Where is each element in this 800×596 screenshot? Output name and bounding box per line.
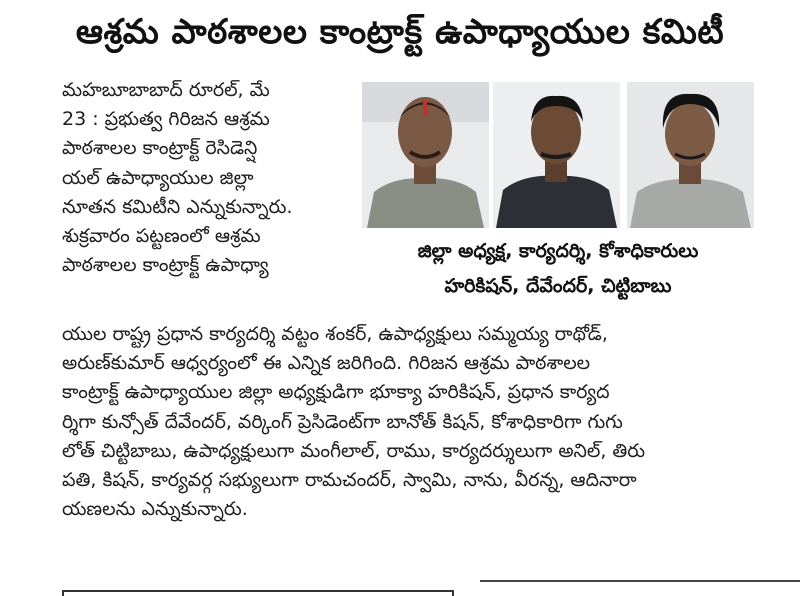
- portrait-photo-3: [627, 82, 754, 228]
- article-line: యుల రాష్ట్ర ప్రధాన కార్యదర్శి వట్టం శంకర్, ఉపాధ్యక్షులు సమ్మయ్య రాథోడ్,: [62, 323, 608, 345]
- article-line: ర్శిగా కున్సోత్ దేవేందర్, వర్కింగ్ ప్రెసిడెంట్‌గా బానోత్ కిషన్, కోశాధికారిగా గుగు: [62, 410, 623, 433]
- headline: ఆశ్రమ పాఠశాలల కాంట్రాక్ట్ ఉపాధ్యాయుల కమిటీ: [75, 12, 725, 52]
- article-line: పాఠశాలల కాంట్రాక్ట్ రెసిడెన్షి: [62, 137, 258, 160]
- portrait-photo-1: [362, 82, 489, 228]
- photo-caption-line-2: హరికిషన్, దేవేందర్, చిట్టిబాబు: [444, 275, 672, 297]
- article-full-width: [62, 320, 782, 524]
- article-line: పతి, కిషన్, కార్యవర్గ సభ్యులుగా రామచందర్, స్వామి, నాను, వీరన్న, ఆదినారా: [62, 468, 637, 491]
- article-line: నూతన కమిటీని ఎన్నుకున్నారు.: [62, 195, 293, 218]
- article-line: శుక్రవారం పట్టణంలో ఆశ్రమ: [62, 224, 261, 247]
- article-line: అరుణ్‌కుమార్ ఆధ్వర్యంలో ఈ ఎన్నిక జరిగింది. గిరిజన ఆశ్రమ పాఠశాలల: [62, 352, 591, 375]
- article-line: 23 : ప్రభుత్వ గిరిజన ఆశ్రమ: [62, 108, 270, 131]
- next-article-border: [62, 590, 454, 596]
- column-divider: [480, 580, 800, 582]
- article-line: యల్ ఉపాధ్యాయుల జిల్లా: [62, 166, 254, 189]
- portrait-photo-2: [493, 82, 620, 228]
- article-line: యణలను ఎన్నుకున్నారు.: [62, 498, 248, 521]
- article-line: పాఠశాలల కాంట్రాక్ట్ ఉపాధ్యా: [62, 254, 269, 277]
- article-line: లోత్ చిట్టిబాబు, ఉపాధ్యక్షులుగా మంగీలాల్, రాము, కార్యదర్శులుగా అనిల్, తిరు: [62, 439, 646, 462]
- photo-caption-line-1: జిల్లా అధ్యక్ష, కార్యదర్శి, కోశాధికారులు: [417, 240, 699, 262]
- article-line: మహబూబాబాద్ రూరల్, మే: [62, 79, 270, 101]
- article-left-column: [62, 76, 357, 280]
- article-line: కాంట్రాక్ట్ ఉపాధ్యాయుల జిల్లా అధ్యక్షుడిగా భూక్యా హరికిషన్, ప్రధాన కార్యద: [62, 381, 610, 404]
